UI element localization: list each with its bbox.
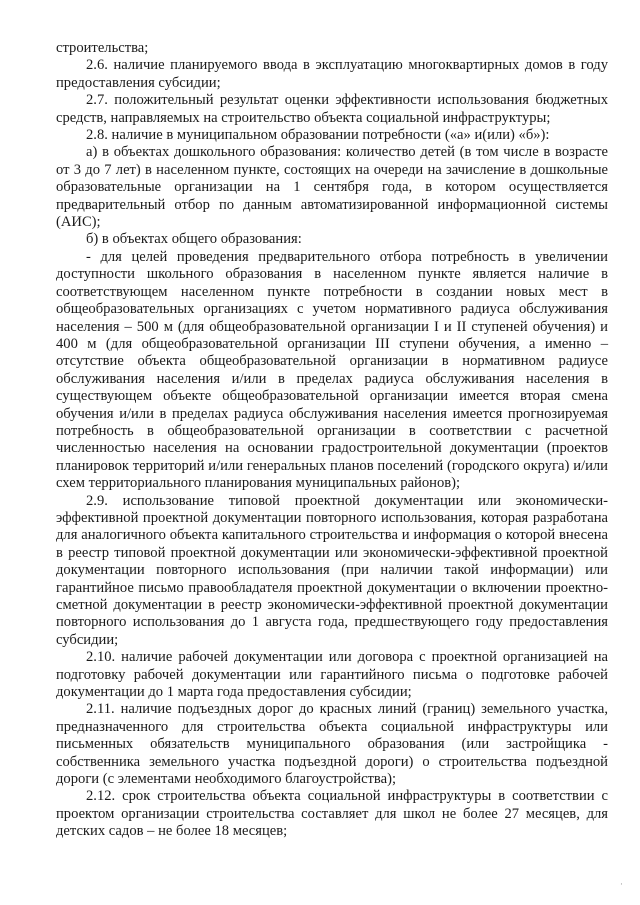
scan-speck: ·: [620, 880, 623, 890]
paragraph-2-7: 2.7. положительный результат оценки эффективности использования бюджетных средств, направляемых на строительство объекта социальной инфраструктуры;: [56, 92, 608, 126]
paragraph-2-6: 2.6. наличие планируемого ввода в эксплуатацию многоквартирных домов в году предоставления субсидии;: [56, 57, 608, 91]
paragraph-2-8-b: б) в объектах общего образования:: [86, 231, 302, 248]
paragraph-2-11: 2.11. наличие подъездных дорог до красных линий (границ) земельного участка, предназначенного для строительства объекта социальной инфраструктуры или письменных обязательств муниципального образования (или застройщика - собственника земельного участка подъездной дороги) о строительства подъездной дороги (с элементами необходимого благоустройства);: [56, 701, 608, 788]
paragraph-2-8-b-item: - для целей проведения предварительного отбора потребность в увеличении доступности школьного образования в населенном пункте является наличие в соответствующем населенном пункте потребности в создании новых мест в общеобразовательных организациях с учетом нормативного радиуса обслуживания населения – 500 м (для общеобразовательной организации I и II ступеней обучения) и 400 м (для общеобразовательной организации III ступени обучения, а именно – отсутствие объекта общеобразовательной организации в нормативном радиусе обслуживания населения и/или в пределах радиуса обслуживания населения в существующем объекте общеобразовательной организации имеется вторая смена обучения и/или в пределах радиуса обслуживания населения имеется прогнозируемая потребность в общеобразовательной организации в соответствии с расчетной численностью населения на основании градостроительной документации (проектов планировок территорий и/или генеральных планов поселений (городского округа) и/или схем территориального планирования муниципальных районов);: [56, 248, 608, 492]
paragraph-2-12: 2.12. срок строительства объекта социальной инфраструктуры в соответствии с проектом организации строительства составляет для школ не более 27 месяцев, для детских садов – не более 18 месяцев;: [56, 788, 608, 840]
paragraph-2-9: 2.9. использование типовой проектной документации или экономически-эффективной проектной документации повторного использования, которая разработана для аналогичного объекта капитального строительства и информация о которой внесена в реестр типовой проектной документации или экономически-эффективной проектной документации повторного использования (при наличии такой информации) или гарантийное письмо правообладателя проектной документации о включении проектно-сметной документации в реестр экономически-эффективной проектной документации повторного использования до 1 августа года, предшествующего году предоставления субсидии;: [56, 492, 608, 648]
document-body: [56, 40, 608, 841]
paragraph-2-8: 2.8. наличие в муниципальном образовании потребности («а» и(или) «б»):: [86, 127, 550, 144]
paragraph-continuation: строительства;: [56, 40, 149, 56]
paragraph-2-8-a: а) в объектах дошкольного образования: количество детей (в том числе в возрасте от 3 до 7 лет) в населенном пункте, состоящих на очереди на зачисление в дошкольные образовательные организации на 1 сентября года, в котором осуществляется предварительный отбор по данным автоматизированной информационной системы (АИС);: [56, 144, 608, 231]
paragraph-2-10: 2.10. наличие рабочей документации или договора с проектной организацией на подготовку рабочей документации или гарантийного письма о подготовке рабочей документации до 1 марта года предоставления субсидии;: [56, 649, 608, 701]
